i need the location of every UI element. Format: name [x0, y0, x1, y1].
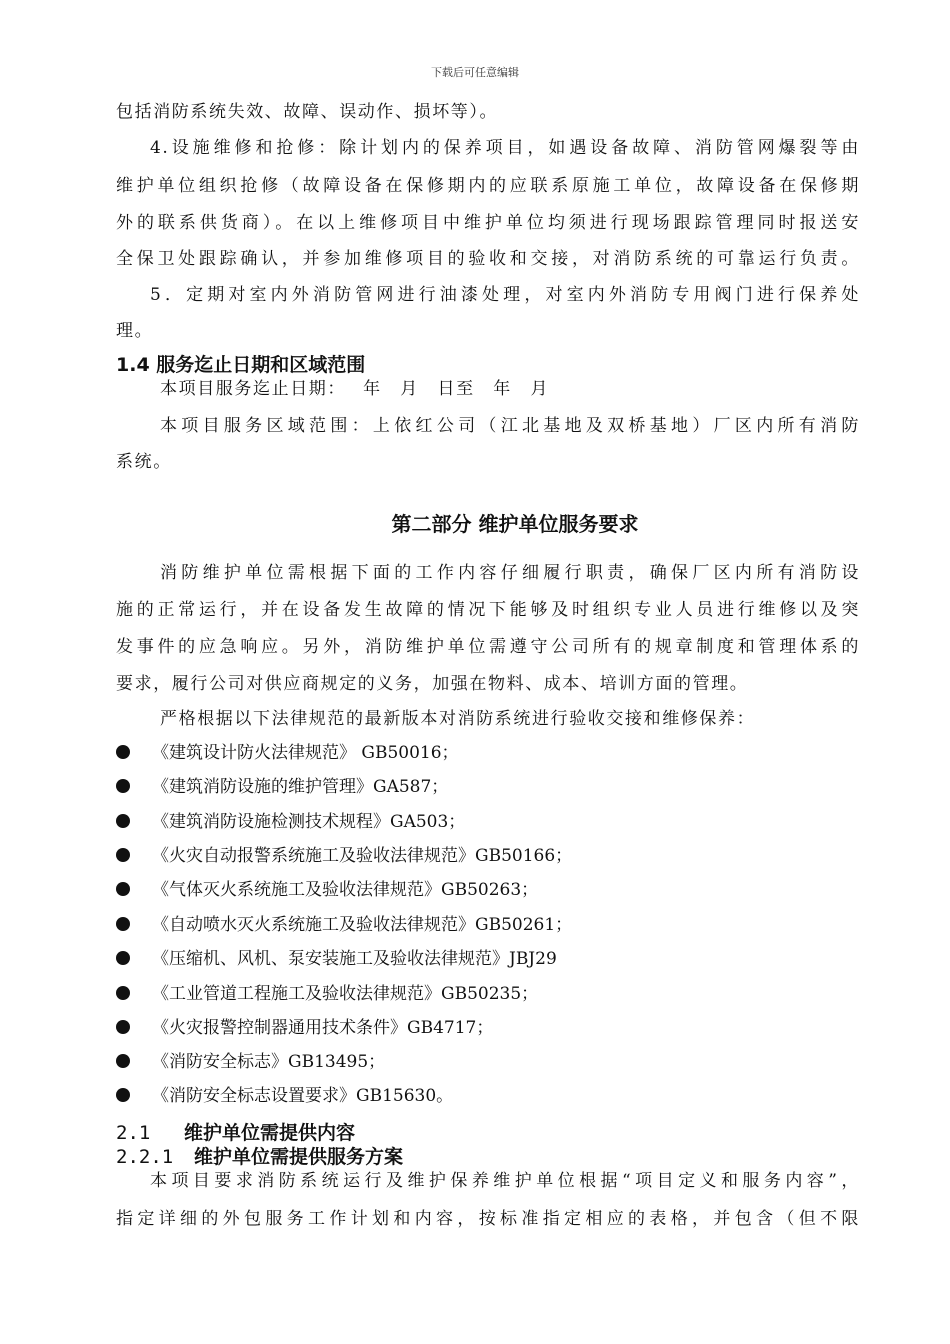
- paragraph-line: 本项目要求消防系统运行及维护保养维护单位根据“项目定义和服务内容”，: [150, 1171, 860, 1191]
- list-item: 《气体灭火系统施工及验收法律规范》GB50263；: [116, 878, 538, 902]
- paragraph-line: 指定详细的外包服务工作计划和内容，按标准指定相应的表格，并包含（但不限: [116, 1209, 860, 1229]
- paragraph-line: 包括消防系统失效、故障、误动作、损坏等）。: [116, 102, 499, 122]
- bullet-icon: [116, 1088, 130, 1102]
- service-area-line: 系统。: [116, 452, 172, 472]
- section-heading-1-4: 1.4 服务迄止日期和区域范围: [116, 354, 366, 376]
- list-item: 《建筑消防设施检测技术规程》GA503；: [116, 810, 465, 834]
- list-item: 《火灾自动报警系统施工及验收法律规范》GB50166；: [116, 844, 572, 868]
- bullet-icon: [116, 882, 130, 896]
- paragraph-line: 维护单位组织抢修（故障设备在保修期内的应联系原施工单位，故障设备在保修期: [116, 176, 860, 196]
- bullet-icon: [116, 814, 130, 828]
- list-item: 《自动喷水灭火系统施工及验收法律规范》GB50261；: [116, 913, 572, 937]
- list-item: 《消防安全标志设置要求》GB15630。: [116, 1084, 453, 1108]
- paragraph-line: 外的联系供货商）。在以上维修项目中维护单位均须进行现场跟踪管理同时报送安: [116, 213, 860, 233]
- service-area-line: 本项目服务区域范围：上依红公司（江北基地及双桥基地）厂区内所有消防: [160, 416, 860, 436]
- paragraph-line: 消防维护单位需根据下面的工作内容仔细履行职责，确保厂区内所有消防设: [160, 563, 860, 583]
- bullet-icon: [116, 745, 130, 759]
- page-header: 下载后可任意编辑: [431, 66, 519, 79]
- bullet-icon: [116, 951, 130, 965]
- list-item: 《消防安全标志》GB13495；: [116, 1050, 385, 1074]
- paragraph-line: 5．定期对室内外消防管网进行油漆处理，对室内外消防专用阀门进行保养处: [150, 285, 860, 305]
- paragraph-line: 4.设施维修和抢修：除计划内的保养项目，如遇设备故障、消防管网爆裂等由: [150, 138, 860, 158]
- part-two-title: 第二部分 维护单位服务要求: [391, 512, 639, 536]
- bullet-icon: [116, 1054, 130, 1068]
- bullet-icon: [116, 917, 130, 931]
- bullet-icon: [116, 1020, 130, 1034]
- paragraph-line: 理。: [116, 321, 154, 341]
- bullet-icon: [116, 779, 130, 793]
- paragraph-line: 要求，履行公司对供应商规定的义务，加强在物料、成本、培训方面的管理。: [116, 674, 749, 694]
- section-heading-2-2-1: 2.2.1 维护单位需提供服务方案: [116, 1146, 404, 1168]
- paragraph-line: 发事件的应急响应。另外，消防维护单位需遵守公司所有的规章制度和管理体系的: [116, 637, 860, 657]
- paragraph-line: 全保卫处跟踪确认，并参加维修项目的验收和交接，对消防系统的可靠运行负责。: [116, 249, 860, 269]
- service-date-line: 本项目服务迄止日期： 年 月 日至 年 月: [160, 379, 550, 399]
- standards-intro: 严格根据以下法律规范的最新版本对消防系统进行验收交接和维修保养：: [160, 709, 756, 729]
- list-item: 《建筑消防设施的维护管理》GA587；: [116, 775, 448, 799]
- list-item: 《建筑设计防火法律规范》 GB50016；: [116, 741, 459, 765]
- list-item: 《工业管道工程施工及验收法律规范》GB50235；: [116, 982, 538, 1006]
- bullet-icon: [116, 986, 130, 1000]
- bullet-icon: [116, 848, 130, 862]
- list-item: 《压缩机、风机、泵安装施工及验收法律规范》JBJ29: [116, 947, 557, 971]
- paragraph-line: 施的正常运行，并在设备发生故障的情况下能够及时组织专业人员进行维修以及突: [116, 600, 860, 620]
- section-heading-2-1: 2.1 维护单位需提供内容: [116, 1122, 356, 1144]
- list-item: 《火灾报警控制器通用技术条件》GB4717；: [116, 1016, 493, 1040]
